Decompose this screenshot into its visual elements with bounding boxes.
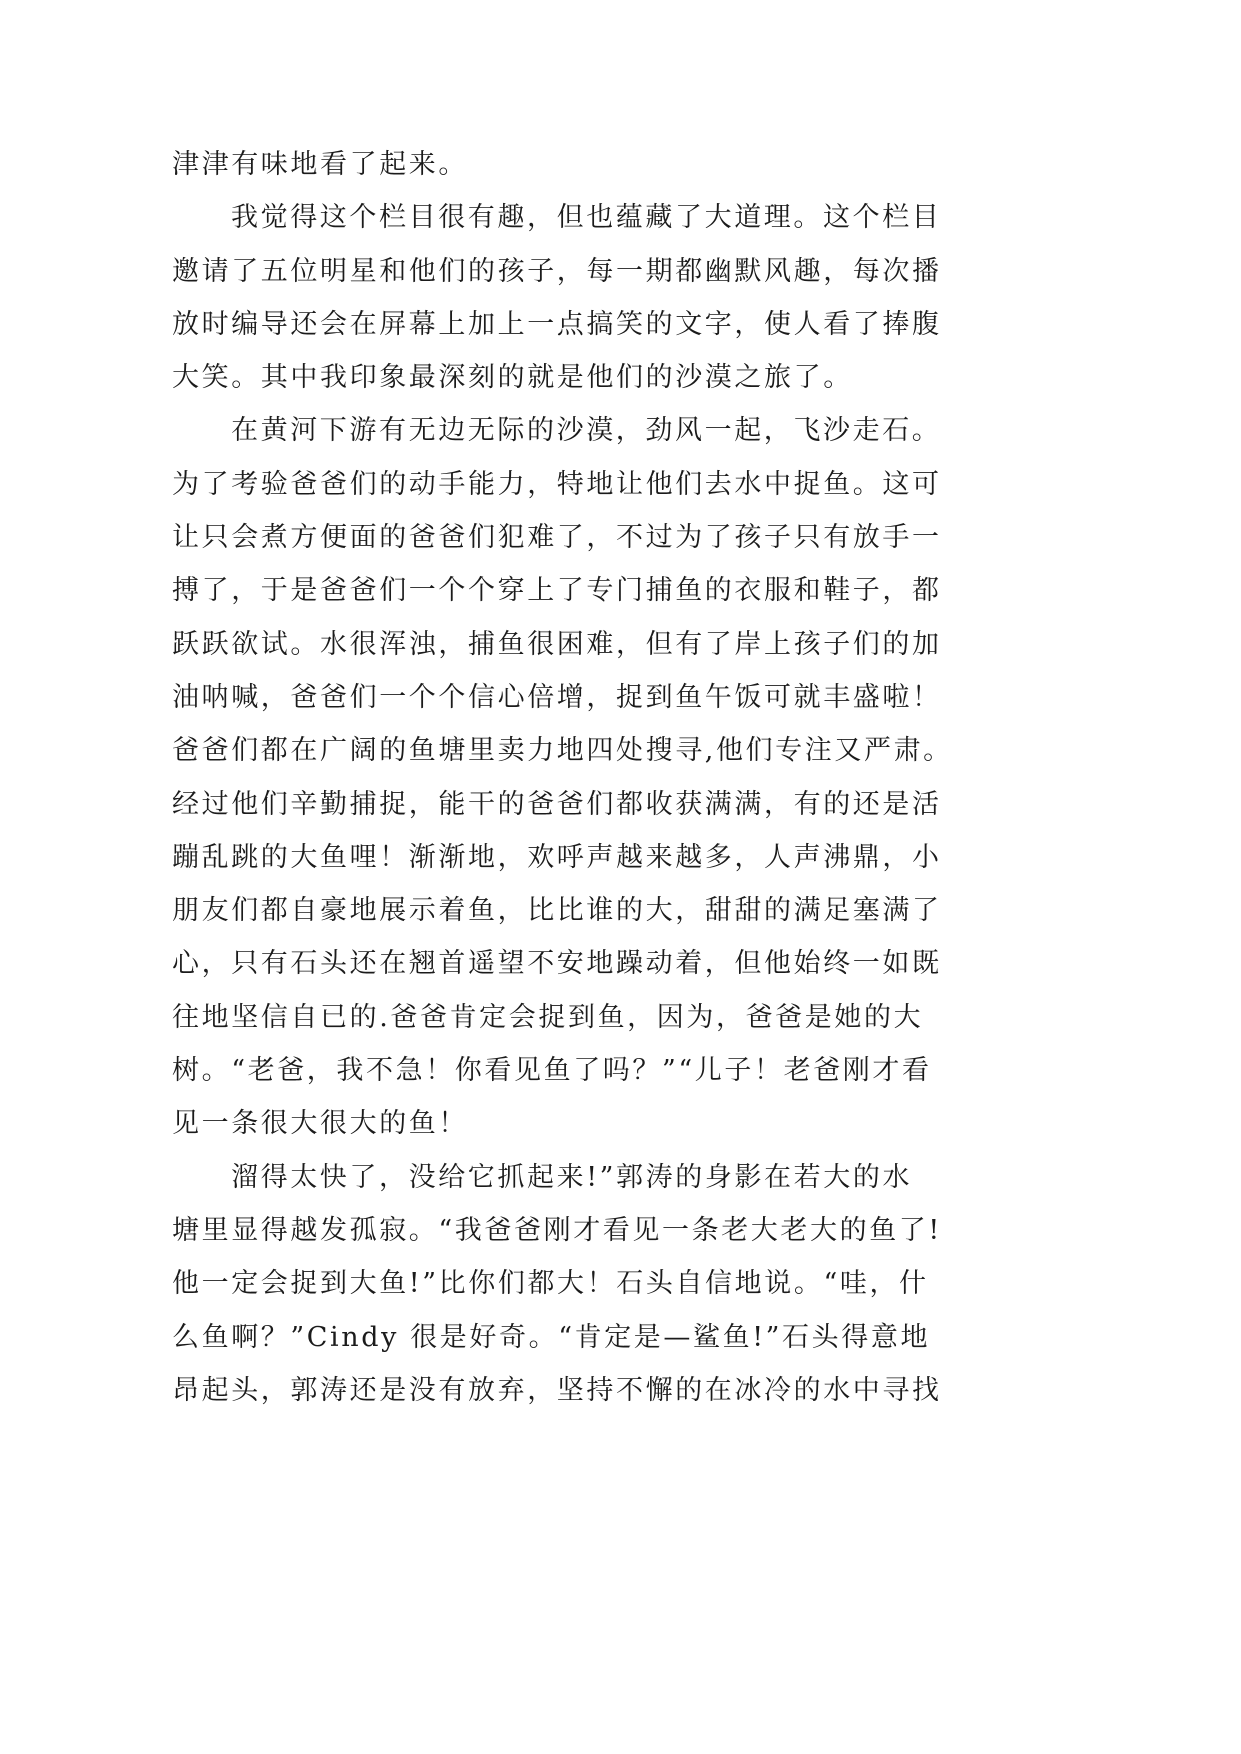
text-line: 大笑。其中我印象最深刻的就是他们的沙漠之旅了。 [172, 362, 853, 394]
text-line: 邀请了五位明星和他们的孩子，每一期都幽默风趣，每次播 [172, 255, 942, 287]
text-line: 跃跃欲试。水很浑浊，捕鱼很困难，但有了岸上孩子们的加 [172, 628, 942, 660]
text-line: 他一定会捉到大鱼!”比你们都大！石头自信地说。“哇，什 [172, 1268, 929, 1300]
text-line: 朋友们都自豪地展示着鱼，比比谁的大，甜甜的满足塞满了 [172, 895, 942, 927]
text-line: 我觉得这个栏目很有趣，但也蕴藏了大道理。这个栏目 [231, 202, 942, 234]
text-line: 树。“老爸，我不急！你看见鱼了吗？”“儿子！老爸刚才看 [172, 1055, 932, 1087]
text-line: 么鱼啊？”Cindy 很是好奇。“肯定是—鲨鱼!”石头得意地 [172, 1321, 931, 1353]
text-line: 在黄河下游有无边无际的沙漠，劲风一起，飞沙走石。 [231, 415, 942, 447]
text-line: 昂起头，郭涛还是没有放弃，坚持不懈的在冰冷的水中寻找 [172, 1374, 942, 1406]
text-line: 搏了，于是爸爸们一个个穿上了专门捕鱼的衣服和鞋子，都 [172, 575, 942, 607]
paragraph [172, 191, 1052, 404]
text-line: 油呐喊，爸爸们一个个信心倍增，捉到鱼午饭可就丰盛啦！ [172, 681, 942, 713]
paragraph [172, 404, 1052, 1150]
text-line: 放时编导还会在屏幕上加上一点搞笑的文字，使人看了捧腹 [172, 308, 942, 340]
text-line: 蹦乱跳的大鱼哩！渐渐地，欢呼声越来越多，人声沸鼎，小 [172, 841, 942, 873]
text-line: 让只会煮方便面的爸爸们犯难了，不过为了孩子只有放手一 [172, 522, 942, 554]
paragraph [172, 1151, 1052, 1417]
paragraph [172, 138, 1052, 191]
text-line: 爸爸们都在广阔的鱼塘里卖力地四处搜寻,他们专注又严肃。 [172, 735, 953, 767]
text-line: 为了考验爸爸们的动手能力，特地让他们去水中捉鱼。这可 [172, 468, 942, 500]
text-line: 溜得太快了，没给它抓起来!”郭涛的身影在若大的水 [231, 1161, 913, 1193]
text-line: 心，只有石头还在翘首遥望不安地躁动着，但他始终一如既 [172, 948, 942, 980]
text-line: 津津有味地看了起来。 [172, 149, 468, 180]
text-line: 见一条很大很大的鱼！ [172, 1108, 468, 1140]
text-line: 往地坚信自已的.爸爸肯定会捉到鱼，因为，爸爸是她的大 [172, 1001, 924, 1033]
body-text [172, 138, 1052, 1417]
text-line: 经过他们辛勤捕捉，能干的爸爸们都收获满满，有的还是活 [172, 788, 942, 820]
text-line: 塘里显得越发孤寂。“我爸爸刚才看见一条老大老大的鱼了! [172, 1214, 942, 1246]
